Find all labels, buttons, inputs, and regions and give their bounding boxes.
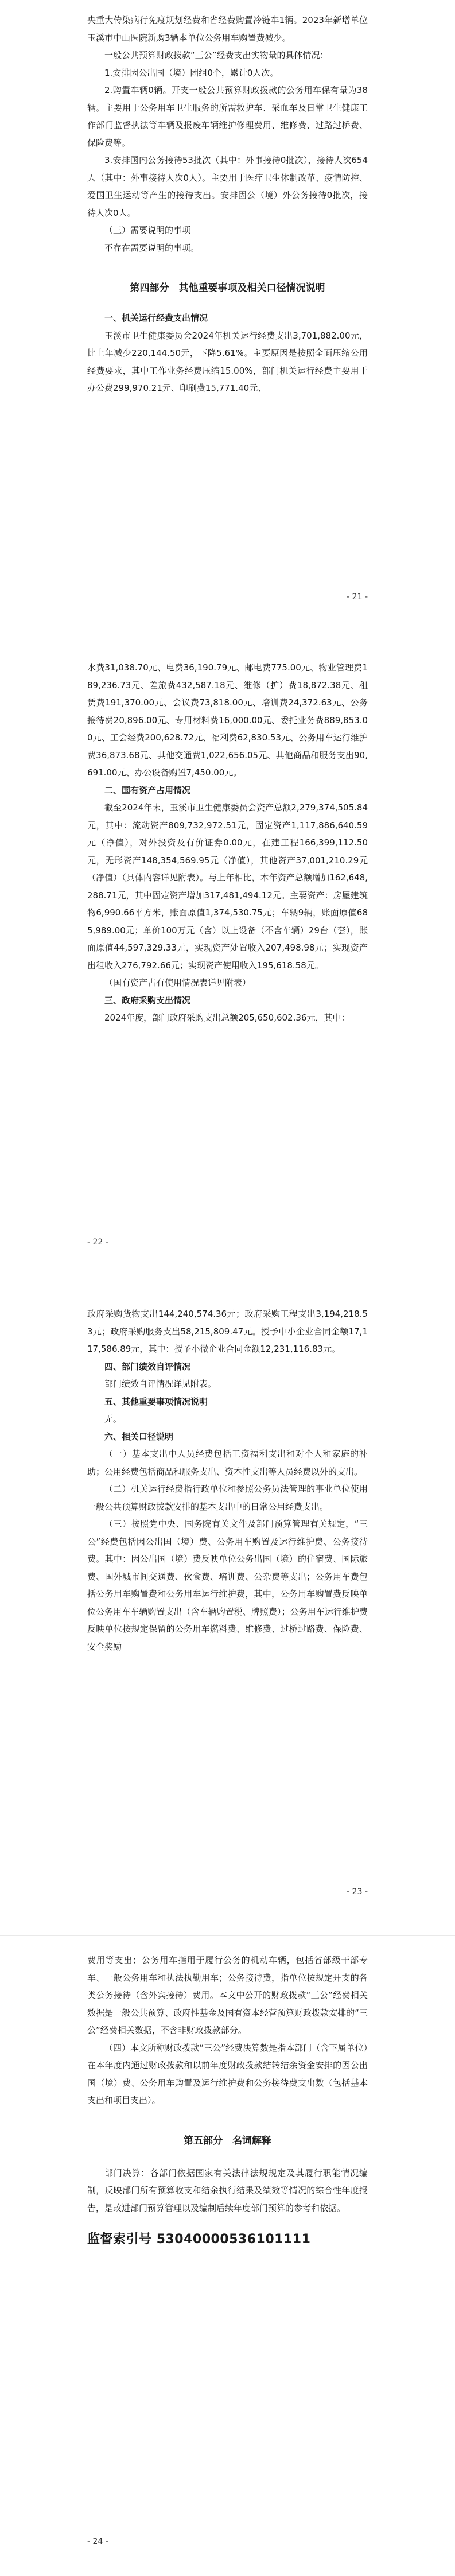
supervision-index-label: 监督索引号 53040000536101111: [87, 2232, 311, 2247]
paragraph: （三）按照党中央、国务院有关文件及部门预算管理有关规定，“三公”经费包括因公出国（境）费、公务用车购置及运行维护费、公务接待费。其中：因公出国（境）费反映单位公务出国（境）的住宿费、国际旅费、国外城市间交通费、伙食费、培训费、公杂费等支出；公务用车费包括公务用车购置费和公务用车运行维护费，其中，公务用车购置费反映单位公务用车车辆购置支出（含车辆购置税、牌照费）；公务用车运行维护费反映单位按规定保留的公务用车燃料费、维修费、过桥过路费、保险费、安全奖励: [87, 1519, 368, 1652]
paragraph: 部门绩效自评情况详见附表。: [104, 1379, 217, 1389]
paragraph: 不存在需要说明的事项。: [104, 242, 200, 253]
paragraph: （二）机关运行经费指行政单位和参照公务员法管理的事业单位使用一般公共预算财政拨款安排的基本支出中的日常公用经费支出。: [87, 1484, 368, 1512]
paragraph: 1.安排因公出国（境）团组0个，累计0人次。: [104, 67, 279, 78]
paragraph: 2024年度，部门政府采购支出总额205,650,602.36元，其中：: [104, 1012, 350, 1023]
paragraph: 部门决算：各部门依据国家有关法律法规规定及其履行职能情况编制，反映部门所有预算收支和结余执行结果及绩效等情况的综合性年度报告，是改进部门预算管理以及编制后续年度部门预算的参考和依据。: [87, 2167, 368, 2213]
heading: 五、其他重要事项情况说明: [104, 1396, 208, 1407]
paragraph: 政府采购货物支出144,240,574.36元；政府采购工程支出3,194,218.53元；政府采购服务支出58,215,809.47元。授予中小企业合同金额17,117,586.89元，其中：授予小微企业合同金额12,231,116.83元。: [87, 1309, 368, 1354]
paragraph: （国有资产占有使用情况表详见附表）: [104, 977, 251, 988]
heading: 六、相关口径说明: [104, 1431, 174, 1442]
page-number: - 21 -: [347, 592, 368, 602]
page-1: [0, 11, 455, 397]
paragraph: 水费31,038.70元、电费36,190.79元、邮电费775.00元、物业管理费189,236.73元、差旅费432,587.18元、维修（护）费18,872.38元、租赁费191,370.00元、会议费73,818.00元、培训费24,372.63元、公务接待费20,896.00元、专用材料费16,000.00元、委托业务费889,853.00元、工会经费200,628.72元、福利费62,830.53元、公务用车运行维护费36,873.68元、其他交通费1,022,656.05元、其他商品和服务支出90,691.00元、办公设备购置7,450.00元。: [87, 662, 368, 778]
heading: 一、机关运行经费支出情况: [104, 313, 208, 323]
page-number: - 24 -: [87, 2537, 108, 2546]
page-number: - 22 -: [87, 1237, 108, 1247]
paragraph: 2.购置车辆0辆。开支一般公共预算财政拨款的公务用车保有量为38辆。主要用于公务用车卫生服务的所需救护车、采血车及日常卫生健康工作部门监督执法等车辆及报废车辆维护修理费用、维修费、过路过桥费、保险费等。: [87, 85, 368, 148]
section-title: 第四部分 其他重要事项及相关口径情况说明: [130, 282, 325, 294]
page-separator: [0, 1935, 455, 1936]
heading: 四、部门绩效自评情况: [104, 1361, 191, 1372]
subheading: （三）需要说明的事项: [104, 225, 191, 235]
paragraph: （一）基本支出中人员经费包括工资福利支出和对个人和家庭的补助；公用经费包括商品和服务支出、资本性支出等人员经费以外的支出。: [87, 1449, 368, 1477]
heading: 二、国有资产占用情况: [104, 785, 191, 796]
page-4: [0, 1952, 455, 2247]
paragraph: 央重大传染病行免疫规划经费和省经费购置冷链车1辆。2023年新增单位玉溪市中山医院新购3辆本单位公务用车购置费减少。: [87, 15, 368, 43]
page-3: [0, 1305, 455, 1655]
page-2: [0, 659, 455, 1027]
paragraph: 一般公共预算财政拨款“三公”经费支出实物量的具体情况：: [104, 50, 329, 60]
section-title: 第五部分 名词解释: [184, 2135, 271, 2147]
paragraph: 截至2024年末，玉溪市卫生健康委员会资产总额2,279,374,505.84元，其中：流动资产809,732,972.51元，固定资产1,117,886,640.59元（净值），对外投资及有价证券0.00元，在建工程166,399,112.50元，无形资产148,354,569.95元（净值），其他资产37,001,210.29元（净值）（具体内容详见附表）。与上年相比，本年资产总额增加162,648,288.71元，其中固定资产增加317,481,494.12元。主要资产：房屋建筑物6,990.66平方米，账面原值1,374,530.75元；车辆9辆，账面原值685,989.00元；单价100万元（含）以上设备（不含车辆）29台（套），账面原值44,597,329.33元，实现资产处置收入207,498.98元；实现资产出租收入276,792.66元；实现资产使用收入195,618.58元。: [87, 802, 368, 971]
page-number: - 23 -: [347, 1887, 368, 1896]
heading: 三、政府采购支出情况: [104, 995, 191, 1006]
paragraph: 费用等支出；公务用车指用于履行公务的机动车辆，包括省部级干部专车、一般公务用车和执法执勤用车；公务接待费，指单位按规定开支的各类公务接待（含外宾接待）费用。本文中公开的财政拨款“三公”经费相关数据是一般公共预算、政府性基金及国有资本经营预算财政拨款安排的“三公”经费相关数据，不含非财政拨款部分。: [87, 1955, 368, 2035]
paragraph: （四）本文所称财政拨款“三公”经费决算数是指本部门（含下属单位）在本年度内通过财政拨款和以前年度财政拨款结转结余资金安排的因公出国（境）费、公务用车购置及运行维护费和公务接待费支出数（包括基本支出和项目支出）。: [87, 2042, 368, 2105]
paragraph: 3.安排国内公务接待53批次（其中：外事接待0批次），接待人次654人（其中：外事接待人次0人）。主要用于医疗卫生体制改革、疫情防控、爱国卫生运动等产生的接待支出。安排因公（境）外公务接待0批次，接待人次0人。: [87, 155, 368, 218]
paragraph: 无。: [104, 1414, 122, 1424]
paragraph: 玉溪市卫生健康委员会2024年机关运行经费支出3,701,882.00元，比上年减少220,144.50元，下降5.61%。主要原因是按照全面压缩公用经费要求，其中工作业务经费压缩15.00%，部门机关运行经费主要用于办公费299,970.21元、印刷费15,771.40元、: [87, 330, 368, 393]
